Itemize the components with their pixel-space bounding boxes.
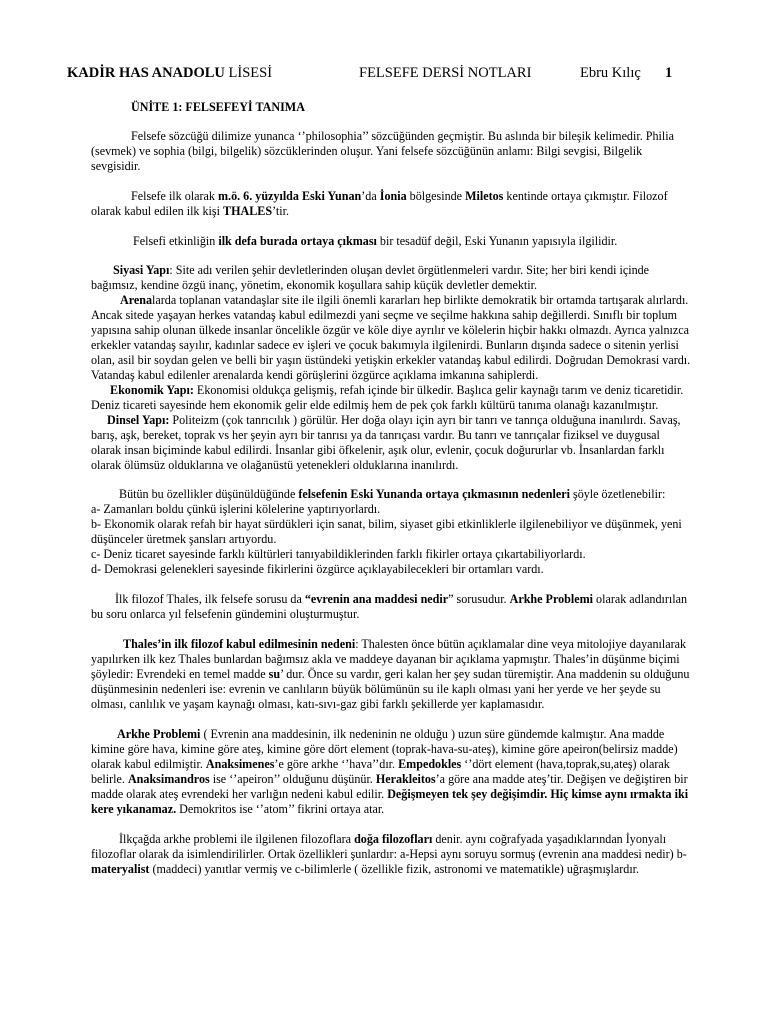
- text-run: ’e göre arkhe ‘’hava’’dır.: [274, 757, 399, 771]
- paragraph: [91, 562, 691, 577]
- text-run: ’ dur. Önce su vardır, geri kalan her şey sudan türemiştir. Ana maddenin su olduğunu düşünmesinin nedenleri ise: evrenin ve canlıların büyük bölümünün su ile kaplı olması yani her yerde ve her şeyde su olması, canlılık ve yaşam kaynağı olması, katı-sıvı-gaz gibi farklı şekillerde yer kaplamasıdır.: [91, 667, 690, 711]
- paragraph: [91, 189, 691, 219]
- paragraph: [91, 129, 691, 174]
- bold-text: ilk defa burada ortaya çıkması: [218, 234, 377, 248]
- bold-text: doğa filozofları: [354, 832, 433, 846]
- bold-text: Dinsel Yapı:: [107, 413, 170, 427]
- text-run: Felsefi etkinliğin: [133, 234, 219, 248]
- bold-text: Empedokles: [398, 757, 462, 771]
- bold-text: Anaksimandros: [127, 772, 210, 786]
- school-name: KADİR HAS ANADOLU LİSESİ: [67, 65, 273, 81]
- text-run: Demokritos ise ‘’atom’’ fikrini ortaya atar.: [176, 802, 385, 816]
- text-run: ‘’dört element (hava,toprak,su,ateş) olarak belirle.: [91, 757, 670, 786]
- course-title: FELSEFE DERSİ NOTLARI: [359, 65, 532, 81]
- bold-text: Thales’in ilk filozof kabul edilmesinin nedeni: [123, 637, 356, 651]
- text-run: ’a göre ana madde ateş’tir. Değişen ve değiştiren bir madde olarak ateş evrendeki her varlığın nedeni kabul edilir.: [91, 772, 688, 801]
- bold-text: İonia: [379, 189, 407, 203]
- bold-text: Herakleitos: [375, 772, 436, 786]
- text-run: : Site adı verilen şehir devletlerinden oluşan devlet örgütlenmeleri vardır. Site; her biri kendi içinde bağımsız, kendine özgü inanç, yönetim, ekonomik koşullara sahip küçük devletler demektir.: [91, 263, 650, 292]
- bold-text: Değişmeyen tek şey değişimdir. Hiç kimse aynı ırmakta iki kere yıkanamaz.: [91, 787, 689, 816]
- page-number: 1: [665, 65, 673, 81]
- text-run: ’tir.: [272, 204, 289, 218]
- unit-title: ÜNİTE 1: FELSEFEYİ TANIMA: [131, 100, 305, 114]
- text-run: ” sorusudur.: [448, 592, 510, 606]
- author-name: Ebru Kılıç: [580, 65, 641, 81]
- text-run: ’da: [361, 189, 380, 203]
- text-run: bir tesadüf değil, Eski Yunanın yapısıyla ilgilidir.: [376, 234, 618, 248]
- bold-text: “evrenin ana maddesi nedir: [304, 592, 449, 606]
- text-run: Politeizm (çok tanrıcılık ) görülür. Her doğa olayı için ayrı bir tanrı ve tanrıça olduğuna inanılırdı. Savaş, barış, aşk, bereket, toprak vs her şeyin ayrı bir tanrısı ya da tanrıçası vardır. Bu tanrı ve tanrıçalar fiziksel ve duygusal olarak insan biçiminde kabul edilirdi. İnsanlar gibi öfkelenir, aşık olur, evlenir, çocuk doğururlar vb. İnsanlardan farklı olarak ölümsüz olduklarına ve olağanüstü yetenekleri olduklarına inanılırdı.: [91, 413, 681, 472]
- paragraph: [91, 517, 691, 547]
- paragraph: [91, 502, 691, 517]
- text-run: Ekonomisi oldukça gelişmiş, refah içinde bir ülkedir. Başlıca gelir kaynağı tarım ve deniz ticaretidir. Deniz ticareti sayesinde hem ekonomik gelir elde edilmiş hem de pek çok farklı kültürü tanıma olanağı kazanılmıştır.: [91, 383, 684, 412]
- bold-text: Miletos: [465, 189, 504, 203]
- paragraph: [91, 413, 691, 473]
- bold-text: Arkhe Problemi: [117, 727, 201, 741]
- bold-text: felsefenin Eski Yunanda ortaya çıkmasının nedenleri: [298, 487, 570, 501]
- paragraph: [91, 637, 691, 712]
- text-run: İlk filozof Thales, ilk felsefe sorusu da: [115, 592, 305, 606]
- text-run: b- Ekonomik olarak refah bir hayat sürdükleri için sanat, bilim, siyaset gibi etkinliklerle ilgilenebiliyor ve düşünmek, yeni düşünceler üretmek şansları artıyordu.: [91, 517, 682, 546]
- bold-text: Ekonomik Yapı:: [110, 383, 194, 397]
- bold-text: m.ö. 6. yüzyılda Eski Yunan: [217, 189, 362, 203]
- page-header: [0, 66, 768, 86]
- paragraph: [91, 547, 691, 562]
- text-run: larda toplanan vatandaşlar site ile ilgili önemli kararları hep birlikte demokratik bir ortamda tartışarak alırlardı. Ancak sitede yaşayan herkes vatandaş kabul edilmezdi yani seçme ve seçilme hakkına sahip değillerdi. Sınıflı bir toplum yapısına sahip olunan ülkede insanlar öncelikle özgür ve köle diye ayrılır ve kölelerin hiçbir hakkı olmazdı. Ayrıca yalnızca erkekler vatandaş sayılır, kadınlar sadece ev işleri ve çocuk bakımıyla ilgilenirdi. Bunların dışında sadece o sitenin yerlisi olan, asil bir soydan gelen ve belli bir yaşın üstündeki yetişkin erkekler vatandaş kabul edilirdi. Doğrudan Demokrasi vardı. Vatandaş kabul edilenler arenalarda kendi görüşlerini özgürce açıklama imkanına sahiplerdi.: [91, 293, 691, 382]
- paragraph: [91, 832, 691, 877]
- paragraph: [91, 263, 691, 293]
- text-run: Bütün bu özellikler düşünüldüğünde: [119, 487, 299, 501]
- paragraph: [91, 727, 691, 817]
- text-run: c- Deniz ticaret sayesinde farklı kültürleri tanıyabildiklerinden farklı fikirler ortaya çıkartabiliyorlardı.: [91, 547, 586, 561]
- text-run: : Thalesten önce bütün açıklamalar dine veya mitolojiye dayanılarak yapılırken ilk kez Thales bunlardan bağımsız akla ve maddeye dayanan bir açıklama yapmıştır. Thales’in düşünme biçimi şöyledir: Evrendeki en temel madde: [91, 637, 687, 681]
- text-run: (maddeci) yanıtlar vermiş ve c-bilimlerle ( özellikle fizik, astronomi ve matematikle) uğraşmışlardır.: [149, 862, 640, 876]
- text-run: ( Evrenin ana maddesinin, ilk nedeninin ne olduğu ) uzun süre gündemde kalmıştır. Ana madde kimine göre hava, kimine göre ateş, kimine göre dört element (toprak-hava-su-ateş), kimine göre apeiron(belirsiz madde) olarak kabul edilmiştir.: [91, 727, 678, 771]
- paragraph: [91, 234, 691, 249]
- bold-text: materyalist: [91, 862, 150, 876]
- bold-text: Anaksimenes: [205, 757, 275, 771]
- text-run: denir. aynı coğrafyada yaşadıklarından İyonyalı filozoflar olarak da isimlendirilirler. Ortak özellikleri şunlardır: a-Hepsi aynı soruyu sormuş (evrenin ana maddesi nedir) b-: [91, 832, 687, 861]
- paragraph: [91, 383, 691, 413]
- text-run: Felsefe ilk olarak: [131, 189, 218, 203]
- document-body: [91, 100, 691, 877]
- text-run: bölgesinde: [406, 189, 466, 203]
- text-run: kentinde ortaya çıkmıştır. Filozof olarak kabul edilen ilk kişi: [91, 189, 668, 218]
- text-run: d- Demokrasi gelenekleri sayesinde fikirlerini özgürce açıklayabilecekleri bir ortamları vardı.: [91, 562, 544, 576]
- paragraph: [91, 487, 691, 502]
- bold-text: THALES: [223, 204, 273, 218]
- text-run: a- Zamanları boldu çünkü işlerini kölelerine yaptırıyorlardı.: [91, 502, 381, 516]
- paragraph: [91, 592, 691, 622]
- paragraph: [91, 293, 691, 383]
- bold-text: Arkhe Problemi: [509, 592, 594, 606]
- text-run: olarak adlandırılan bu soru onlarca yıl felsefenin gündemini oluşturmuştur.: [91, 592, 688, 621]
- bold-text: Arena: [120, 293, 153, 307]
- text-run: ise ‘’apeiron’’ olduğunu düşünür.: [209, 772, 376, 786]
- bold-text: su: [268, 667, 281, 681]
- text-run: İlkçağda arkhe problemi ile ilgilenen filozoflara: [119, 832, 355, 846]
- text-run: şöyle özetlenebilir:: [569, 487, 666, 501]
- bold-text: Siyasi Yapı: [113, 263, 170, 277]
- text-run: Felsefe sözcüğü dilimize yunanca ‘’philosophia’’ sözcüğünden geçmiştir. Bu aslında bir bileşik kelimedir. Philia (sevmek) ve sophia (bilgi, bilgelik) sözcüklerinden oluşur. Yani felsefe sözcüğünün anlamı: Bilgi sevgisi, Bilgelik sevgisidir.: [91, 129, 674, 173]
